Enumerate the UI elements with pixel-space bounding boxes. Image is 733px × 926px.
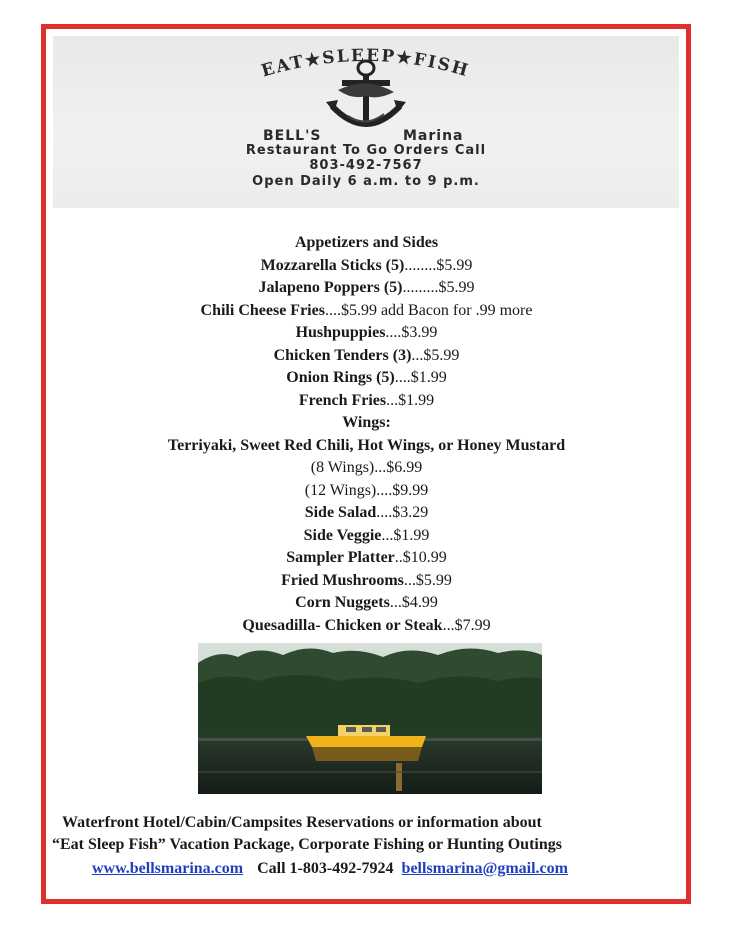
menu-item: Side Salad....$3.29 [304, 504, 429, 521]
wings-title: Wings: [342, 414, 391, 431]
footer-links [92, 860, 568, 878]
menu-item: Jalapeno Poppers (5).........$5.99 [258, 279, 475, 296]
opening-hours: Open Daily 6 a.m. to 9 p.m. [252, 174, 480, 189]
wings-12-price: (12 Wings)....$9.99 [304, 481, 429, 499]
menu-item: Hushpuppies....$3.99 [295, 324, 438, 341]
menu-item: French Fries...$1.99 [298, 391, 435, 409]
menu-item: Onion Rings (5)....$1.99 [286, 369, 447, 386]
slogan-text: EAT★SLEEP★FISH [259, 45, 472, 82]
menu-item: Sampler Platter..$10.99 [286, 549, 447, 566]
website-link[interactable]: www.bellsmarina.com [92, 860, 244, 877]
business-name-right: Marina [403, 128, 464, 144]
menu-item: Corn Nuggets...$4.99 [295, 594, 438, 611]
call-number: Call 1-803-492-7924 [257, 860, 394, 877]
menu-item: Side Veggie...$1.99 [303, 526, 430, 544]
restaurant-phone: 803-492-7567 [309, 158, 423, 173]
business-name-left: BELL'S [263, 128, 322, 144]
menu-item: Chicken Tenders (3)...$5.99 [273, 346, 460, 364]
wings-flavors: Terriyaki, Sweet Red Chili, Hot Wings, or Honey Mustard [167, 436, 566, 454]
wings-8-price: (8 Wings)...$6.99 [310, 459, 423, 476]
menu-item: Fried Mushrooms...$5.99 [281, 571, 452, 589]
menu-item: Mozzarella Sticks (5)........$5.99 [260, 256, 473, 274]
footer-package-text: “Eat Sleep Fish” Vacation Package, Corporate Fishing or Hunting Outings [52, 836, 562, 853]
menu-item: Chili Cheese Fries....$5.99 add Bacon for .99 more [200, 301, 533, 319]
to-go-orders-text: Restaurant To Go Orders Call [245, 143, 487, 158]
footer-reservations-text: Waterfront Hotel/Cabin/Campsites Reservations or information about [62, 814, 542, 831]
menu-list [0, 232, 733, 637]
email-link[interactable]: bellsmarina@gmail.com [401, 860, 568, 877]
header-banner [53, 36, 679, 208]
lake-boat-photo [198, 643, 542, 794]
section-title: Appetizers and Sides [294, 234, 439, 251]
menu-item: Quesadilla- Chicken or Steak...$7.99 [242, 616, 491, 634]
anchor-icon [308, 56, 424, 136]
